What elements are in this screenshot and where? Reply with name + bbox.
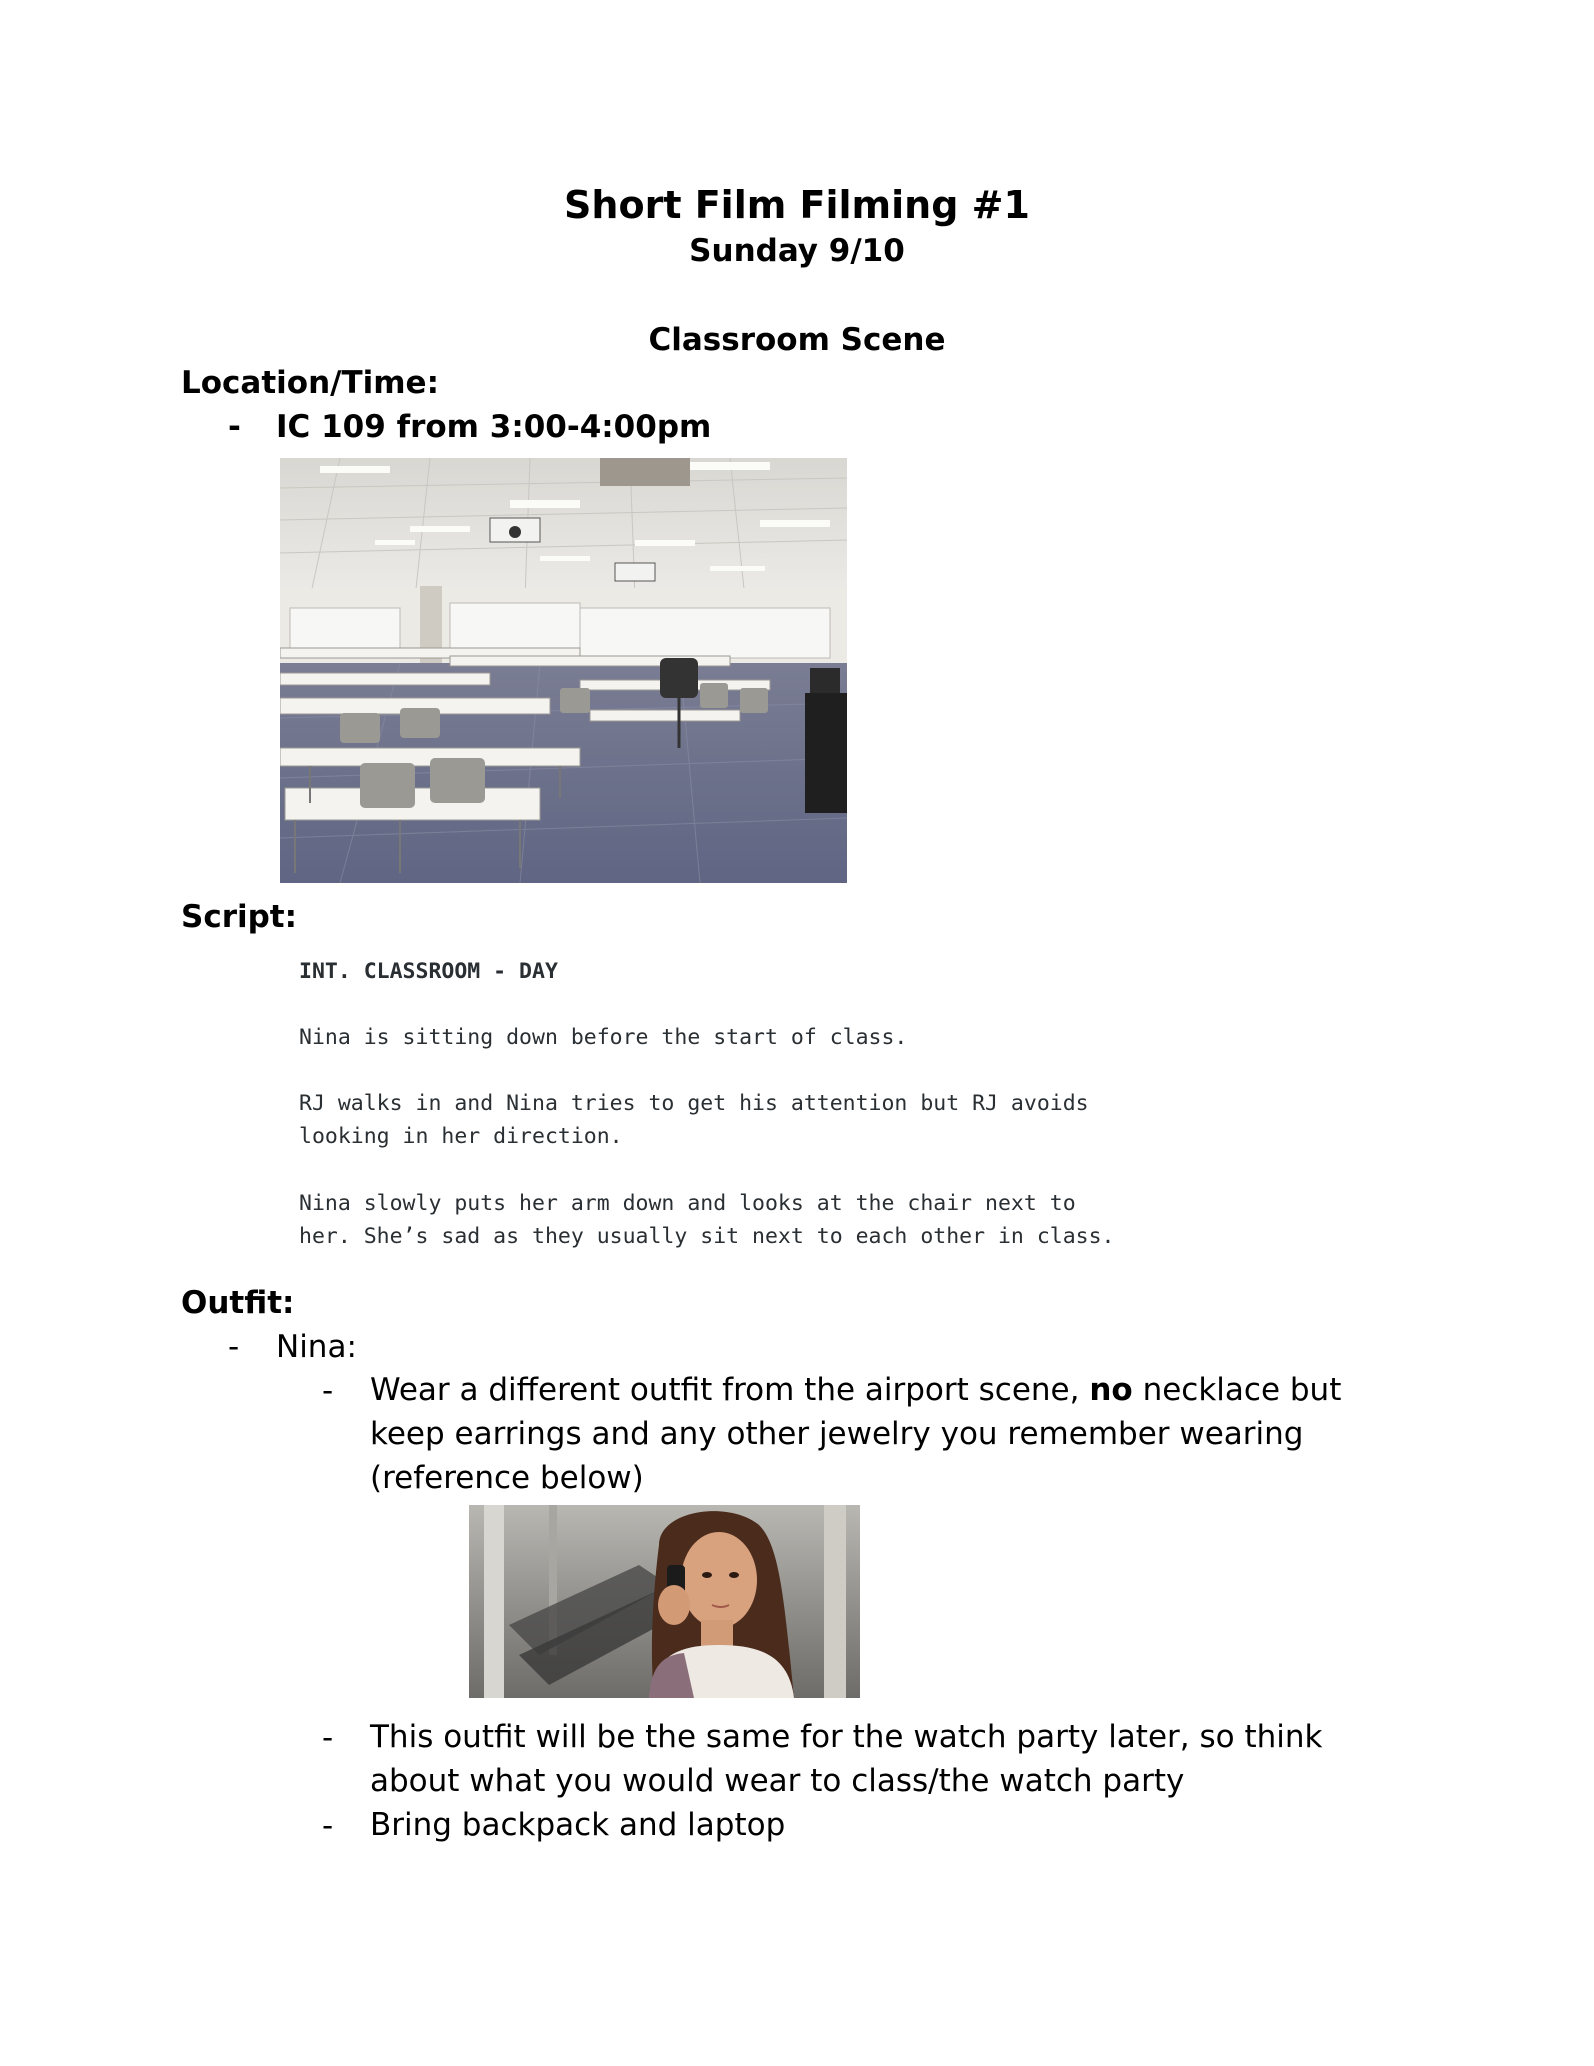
location-heading: Location/Time: <box>181 365 439 401</box>
outfit-item-2-line-2: about what you would wear to class/the watch party <box>370 1763 1185 1799</box>
outfit-subbullet: - <box>322 1373 334 1409</box>
outfit-subbullet: - <box>322 1808 334 1844</box>
page-date: Sunday 9/10 <box>689 233 905 269</box>
outfit-item-1-emphasis: no <box>1089 1372 1133 1408</box>
outfit-item-1-line-1 <box>370 1368 1341 1412</box>
outfit-item-1-line-3: (reference below) <box>370 1460 644 1496</box>
outfit-bullet: - <box>228 1329 240 1365</box>
outfit-item-3: Bring backpack and laptop <box>370 1807 786 1843</box>
location-item: IC 109 from 3:00-4:00pm <box>276 409 712 445</box>
outfit-item-1-text: Wear a different outfit from the airport scene, <box>370 1372 1090 1408</box>
script-line: Nina slowly puts her arm down and looks at the chair next to <box>299 1191 1076 1216</box>
page-title: Short Film Filming #1 <box>564 183 1030 227</box>
location-bullet: - <box>228 409 241 445</box>
outfit-subbullet: - <box>322 1720 334 1756</box>
outfit-item-1-text-end: necklace but <box>1132 1372 1342 1408</box>
outfit-character: Nina: <box>276 1329 357 1365</box>
script-line: Nina is sitting down before the start of class. <box>299 1025 908 1050</box>
classroom-photo <box>280 458 847 883</box>
script-line: her. She’s sad as they usually sit next to each other in class. <box>299 1224 1115 1249</box>
nina-reference-photo <box>469 1505 860 1698</box>
script-heading: Script: <box>181 899 298 935</box>
outfit-item-1-line-2: keep earrings and any other jewelry you remember wearing <box>370 1416 1304 1452</box>
scene-title: Classroom Scene <box>648 322 946 358</box>
outfit-item-2-line-1: This outfit will be the same for the watch party later, so think <box>370 1719 1323 1755</box>
outfit-heading: Outfit: <box>181 1285 295 1321</box>
script-slugline: INT. CLASSROOM - DAY <box>299 959 558 984</box>
script-line: RJ walks in and Nina tries to get his attention but RJ avoids <box>299 1091 1089 1116</box>
script-line: looking in her direction. <box>299 1124 623 1149</box>
